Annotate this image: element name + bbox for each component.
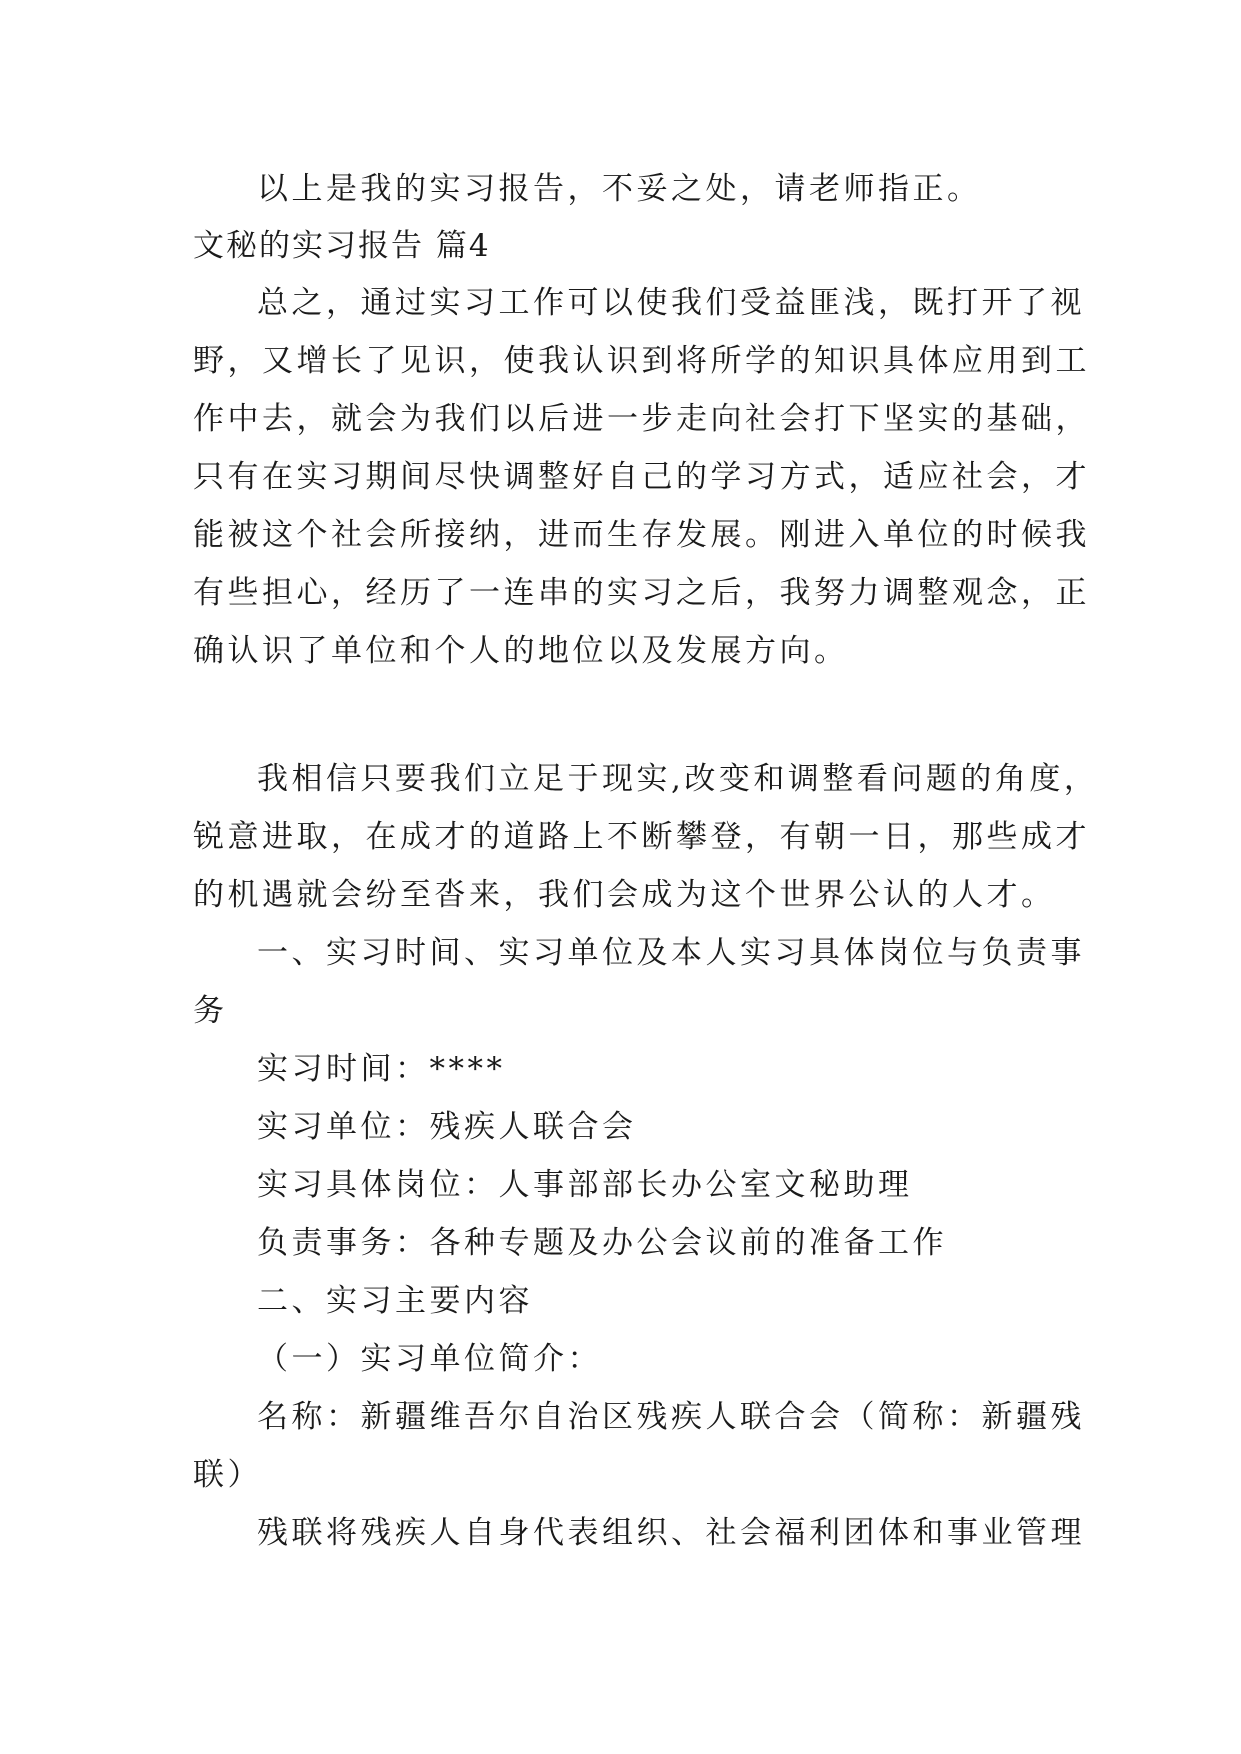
paragraph-line: 作中去，就会为我们以后进一步走向社会打下坚实的基础， [193,401,1090,437]
internship-unit: 实习单位：残疾人联合会 [257,1109,637,1145]
paragraph-line: 残联将残疾人自身代表组织、社会福利团体和事业管理 [257,1515,1085,1551]
organization-name-continued: 联） [193,1457,262,1493]
paragraph-line: 的机遇就会纷至沓来，我们会成为这个世界公认的人才。 [193,877,1056,913]
paragraph-line: 总之，通过实习工作可以使我们受益匪浅，既打开了视 [257,285,1085,321]
paragraph-line: 只有在实习期间尽快调整好自己的学习方式，适应社会，才 [193,459,1090,495]
paragraph-line: 能被这个社会所接纳，进而生存发展。刚进入单位的时候我 [193,517,1090,553]
section-title-continued: 务 [193,993,228,1029]
section-title: 二、实习主要内容 [257,1283,533,1319]
closing-sentence: 以上是我的实习报告，不妥之处，请老师指正。 [257,171,982,207]
internship-position: 实习具体岗位：人事部部长办公室文秘助理 [257,1167,913,1203]
paragraph-line: 野，又增长了见识，使我认识到将所学的知识具体应用到工 [193,343,1090,379]
section-heading: 文秘的实习报告 篇4 [193,228,491,264]
organization-name: 名称：新疆维吾尔自治区残疾人联合会（简称：新疆残 [257,1399,1085,1435]
paragraph-line: 有些担心，经历了一连串的实习之后，我努力调整观念，正 [193,575,1090,611]
internship-time: 实习时间：**** [257,1051,506,1087]
section-title: 一、实习时间、实习单位及本人实习具体岗位与负责事 [257,935,1085,971]
subsection-title: （一）实习单位简介： [257,1341,602,1377]
paragraph-line: 我相信只要我们立足于现实,改变和调整看问题的角度， [257,761,1099,797]
paragraph-gap [193,680,1063,750]
responsibilities: 负责事务：各种专题及办公会议前的准备工作 [257,1225,947,1261]
document-body [193,160,1099,1562]
paragraph-line: 锐意进取，在成才的道路上不断攀登，有朝一日，那些成才 [193,819,1090,855]
paragraph-line: 确认识了单位和个人的地位以及发展方向。 [193,633,849,669]
